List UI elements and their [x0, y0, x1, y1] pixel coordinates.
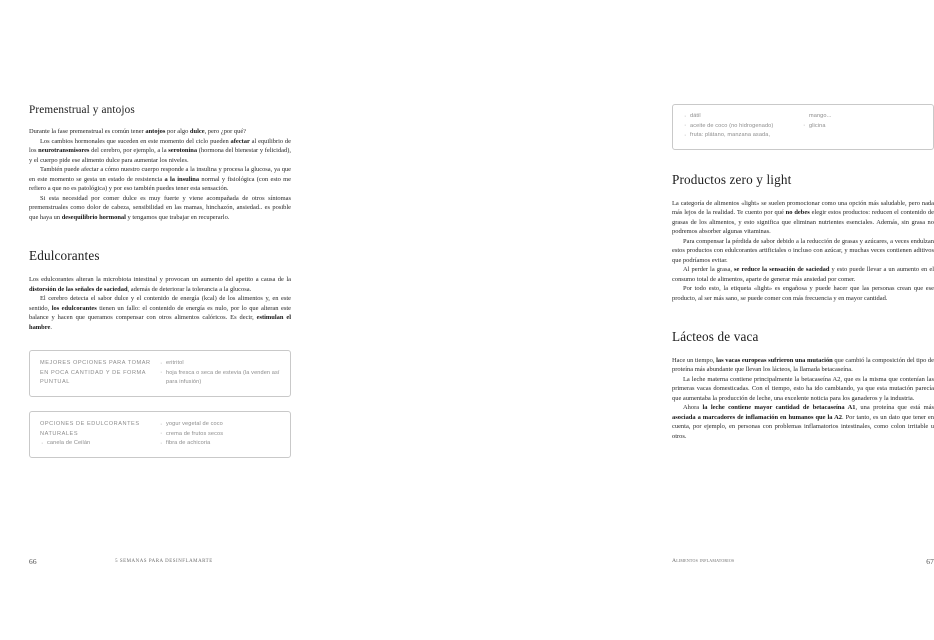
- callout-list: [159, 359, 281, 388]
- running-head-right: Alimentos inflamatorios: [672, 558, 735, 564]
- callout-list: [683, 112, 796, 141]
- left-page-footer: [29, 556, 291, 566]
- page-number-right: 67: [926, 556, 934, 566]
- list-item-continuation: mango...: [809, 113, 832, 119]
- paragraph: Si esta necesidad por comer dulce es muy fuerte y viene acompañada de otros síntomas premenstruales como dolor de cabeza, sensibilidad en las mamas, hinchazón, ansiedad.. es posible que haya un desequilibrio hormonal y tengamos que trabajar en recuperarlo.: [29, 194, 291, 221]
- paragraph: La leche materna contiene principalmente la betacaseína A2, que es la misma que contenían las primeras vacas domesticadas. Con el tiempo, esto ha ido cambiando, ya que esta mutación parecía que aumentaba la producción de leche, una excelente noticia para los ganaderos y la industria.: [672, 375, 934, 402]
- paragraph: Al perder la grasa, se reduce la sensación de saciedad y esto puede llevar a un aumento en el consumo total de alimentos, aparte de generar más ansiedad por comer.: [672, 266, 934, 283]
- page-number-left: 66: [29, 556, 37, 566]
- section-title-premenstrual: Premenstrual y antojos: [29, 104, 135, 116]
- paragraph: La categoría de alimentos «light» se suelen promocionar como una opción más saludable, pero nada más lejos de la realidad. Te cuento por qué no debes elegir estos productos: reducen el contenido de grasas de los alimentos, y esto significa que eliminan nutrientes esenciales. Además, sin grasa no podremos absorber algunas vitaminas.: [672, 199, 934, 236]
- paragraph: Por todo esto, la etiqueta «light» es engañosa y puede hacer que las personas crean que ese producto, al ser más sano, se puede comer con más frecuencia y en mayor cantidad.: [672, 285, 934, 302]
- list-item: · dátil: [683, 112, 796, 122]
- callout-list: [40, 439, 153, 449]
- callout-list: [159, 420, 281, 449]
- paragraph: Durante la fase premenstrual es común tener antojos por algo dulce, pero ¿por qué?: [29, 128, 247, 136]
- callout-list: [802, 112, 924, 131]
- paragraph: También puede afectar a cómo nuestro cuerpo responde a la insulina y procesa la glucosa, ya que en este momento se gesta un estado de resistencia a la insulina normal y fisiológica (con esto me refiero a que no es patológica) y por eso también puedes tener esta sensación.: [29, 166, 291, 193]
- list-item: · fibra de achicoria: [159, 439, 281, 449]
- list-item: · canela de Ceilán: [40, 439, 153, 449]
- list-item: · aceite de coco (no hidrogenado): [683, 122, 796, 132]
- callout-box-mejores-opciones: [29, 350, 291, 397]
- paragraph: Hace un tiempo, las vacas europeas sufrieron una mutación que cambió la composición del tipo de proteína más abundante que llevan los lácteos, la llamada betacaseína.: [672, 356, 934, 374]
- callout-box-opciones-naturales: [29, 411, 291, 458]
- paragraph: Los edulcorantes alteran la microbiota intestinal y provocan un aumento del apetito a causa de la distorsión de las señales de saciedad, además de deteriorar la tolerancia a la glucosa.: [29, 276, 291, 293]
- right-page-footer: [672, 556, 934, 566]
- section-title-lacteos-de-vaca: Lácteos de vaca: [672, 329, 759, 345]
- right-page: [320, 0, 934, 640]
- callout-heading: OPCIONES DE EDULCORANTES NATURALES: [40, 421, 140, 437]
- list-item: · eritritol: [159, 359, 281, 369]
- callout-heading: MEJORES OPCIONES PARA TOMAR EN POCA CANTIDAD Y DE FORMA PUNTUAL: [40, 360, 151, 386]
- paragraph: Para compensar la pérdida de sabor debido a la reducción de grasas y azúcares, a veces endulzan estos productos con edulcorantes artificiales o incluso con azúcar, y muchas veces contienen aditivos que podríamos evitar.: [672, 237, 934, 264]
- callout-box-continuation: [672, 104, 934, 150]
- right-page-text-column: [672, 104, 934, 441]
- left-page-text-column: [29, 104, 291, 458]
- paragraph: El cerebro detecta el sabor dulce y el contenido de energía (kcal) de los alimentos y, en este sentido, los edulcorantes tienen un fallo: el contenido de energía es nulo, por lo que alteran este balance y hacen que queramos compensar con otros alimentos calóricos. Es decir, estimulan el hambre.: [29, 295, 291, 331]
- paragraph: Ahora la leche contiene mayor cantidad de betacaseína A1, una proteína que está más asociada a marcadores de inflamación en humanos que la A2. Por tanto, es un dato que tener en cuenta, por ejemplo, en personas con problemas inflamatorios intestinales, como colon irritable u otros.: [672, 404, 934, 440]
- list-item: · glicina: [802, 122, 924, 132]
- list-item: · fruta: plátano, manzana asada,: [683, 131, 796, 141]
- paragraph: Los cambios hormonales que suceden en este momento del ciclo pueden afectar al equilibrio de los neurotransmisores del cerebro, por ejemplo, a la serotonina (hormona del bienestar y felicidad), y el cuerpo pide ese alimento dulce para aumentar los niveles.: [29, 137, 291, 164]
- list-item: · crema de frutos secos: [159, 430, 281, 440]
- list-item: · yogur vegetal de coco: [159, 420, 281, 430]
- left-page: [0, 0, 320, 640]
- list-item: · hoja fresca o seca de estevia (la venden así para infusión): [159, 369, 281, 388]
- running-head-left: 5 SEMANAS PARA DESINFLAMARTE: [115, 558, 213, 564]
- section-title-edulcorantes: Edulcorantes: [29, 248, 100, 264]
- section-title-productos-zero-light: Productos zero y light: [672, 171, 792, 187]
